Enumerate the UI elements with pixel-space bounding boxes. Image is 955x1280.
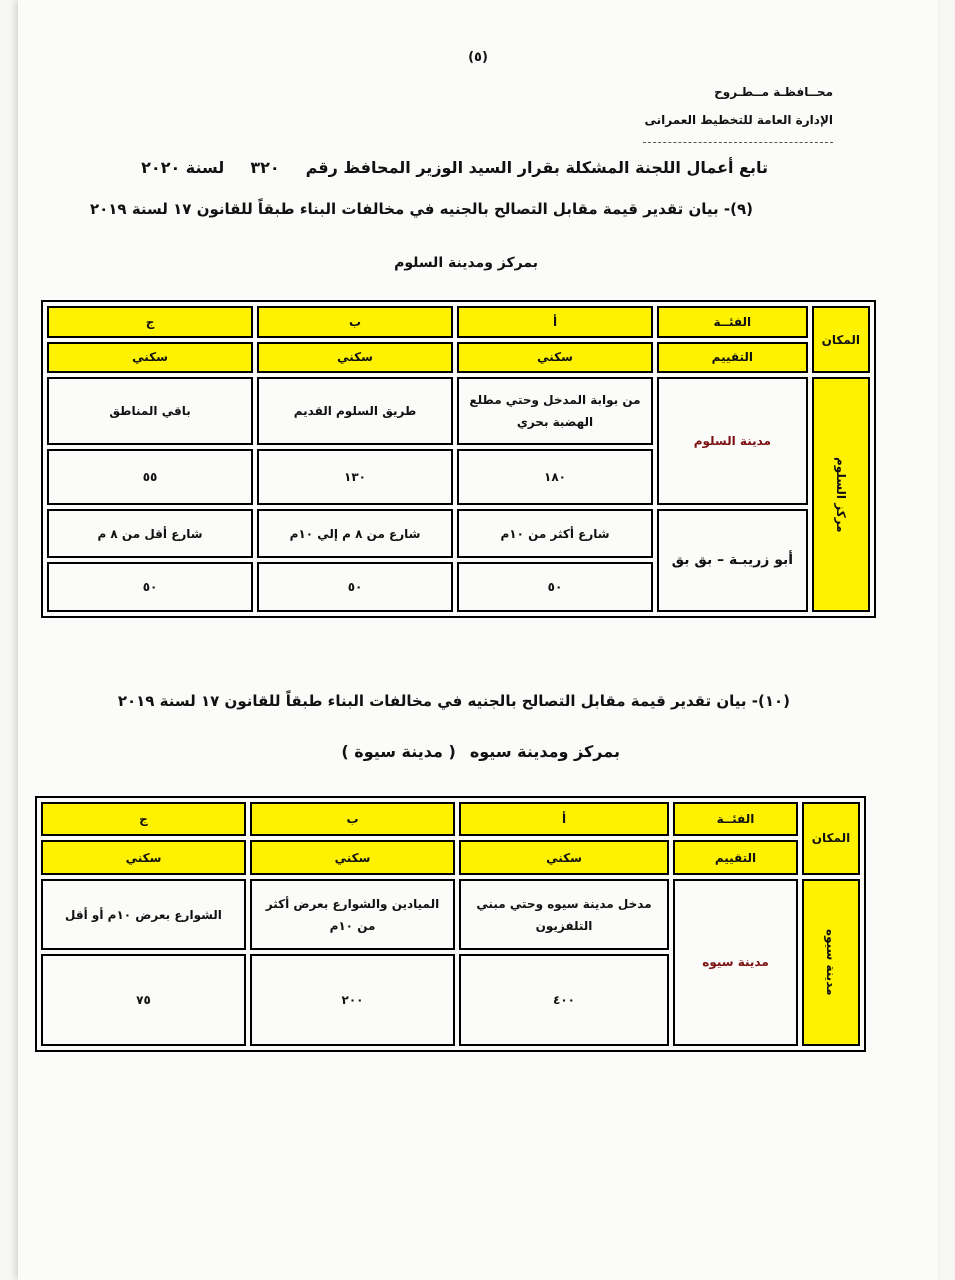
col-b-header: ب xyxy=(257,306,453,338)
header-divider xyxy=(643,142,833,143)
section-9-location: بمركز ومدينة السلوم xyxy=(394,255,538,271)
col-a-type: سكني xyxy=(459,840,669,874)
abu-zuriba-label: أبو زريبـة – بق بق xyxy=(657,509,808,612)
category-header: الفئــة xyxy=(673,802,798,836)
city-salloum-label: مدينة السلوم xyxy=(657,377,808,505)
section-10-location-text: بمركز ومدينة سيوه xyxy=(469,742,620,761)
evaluation-header: التقييم xyxy=(673,840,798,874)
col-a-header: أ xyxy=(457,306,653,338)
siwa-a-value: ٤٠٠ xyxy=(459,954,669,1046)
section-10-location xyxy=(341,742,620,761)
markaz-siwa-label: مدينة سيوه xyxy=(802,879,860,1046)
decision-title-text: تابع أعمال اللجنة المشكلة بقرار السيد الوزير المحافظ رقم xyxy=(305,158,768,177)
siwa-valuation-table xyxy=(35,796,866,1052)
salloum-b-value: ١٣٠ xyxy=(257,449,453,505)
col-b-header: ب xyxy=(250,802,455,836)
abu-zuriba-b-value: ٥٠ xyxy=(257,562,453,612)
department-name: الإدارة العامة للتخطيط العمرانى xyxy=(644,113,833,127)
col-c-header: ج xyxy=(47,306,253,338)
abu-zuriba-c-description: شارع أقل من ٨ م xyxy=(47,509,253,559)
document-page xyxy=(18,0,938,1280)
place-header: المكان xyxy=(802,802,860,875)
col-c-header: ج xyxy=(41,802,246,836)
category-header: الفئــة xyxy=(657,306,808,338)
section-10-heading: (١٠)- بيان تقدير قيمة مقابل التصالح بالجنيه في مخالفات البناء طبقاً للقانون ١٧ لسنة ٢٠١٩ xyxy=(117,692,790,710)
city-siwa-label: مدينة سيوه xyxy=(673,879,798,1046)
salloum-c-description: باقي المناطق xyxy=(47,377,253,445)
col-c-type: سكني xyxy=(47,342,253,374)
col-b-type: سكني xyxy=(250,840,455,874)
abu-zuriba-a-description: شارع أكثر من ١٠م xyxy=(457,509,653,559)
salloum-a-value: ١٨٠ xyxy=(457,449,653,505)
siwa-b-value: ٢٠٠ xyxy=(250,954,455,1046)
decision-number: ٣٢٠ xyxy=(250,158,280,177)
governorate-name: محــافظـة مــطـروح xyxy=(714,85,833,99)
abu-zuriba-c-value: ٥٠ xyxy=(47,562,253,612)
salloum-c-value: ٥٥ xyxy=(47,449,253,505)
evaluation-header: التقييم xyxy=(657,342,808,374)
place-header: المكان xyxy=(812,306,870,373)
decision-title xyxy=(141,158,768,177)
abu-zuriba-b-description: شارع من ٨ م إلي ١٠م xyxy=(257,509,453,559)
siwa-c-description: الشوارع بعرض ١٠م أو أقل xyxy=(41,879,246,950)
section-9-heading: (٩)- بيان تقدير قيمة مقابل التصالح بالجنيه في مخالفات البناء طبقاً للقانون ١٧ لسنة ٢٠١٩ xyxy=(89,200,753,218)
abu-zuriba-a-value: ٥٠ xyxy=(457,562,653,612)
salloum-a-description: من بوابة المدخل وحتي مطلع الهضبة بحري xyxy=(457,377,653,445)
col-a-type: سكني xyxy=(457,342,653,374)
decision-year: لسنة ٢٠٢٠ xyxy=(141,158,225,177)
col-b-type: سكني xyxy=(257,342,453,374)
markaz-salloum-label: مركز السلوم xyxy=(812,377,870,612)
salloum-b-description: طريق السلوم القديم xyxy=(257,377,453,445)
siwa-a-description: مدخل مدينة سيوه وحتي مبني التلفزيون xyxy=(459,879,669,950)
siwa-c-value: ٧٥ xyxy=(41,954,246,1046)
col-a-header: أ xyxy=(459,802,669,836)
letterhead xyxy=(644,78,833,134)
col-c-type: سكني xyxy=(41,840,246,874)
page-number: (٥) xyxy=(468,50,488,65)
salloum-valuation-table xyxy=(41,300,876,618)
siwa-b-description: الميادين والشوارع بعرض أكثر من ١٠م xyxy=(250,879,455,950)
section-10-location-paren: ( مدينة سيوة ) xyxy=(341,742,456,761)
